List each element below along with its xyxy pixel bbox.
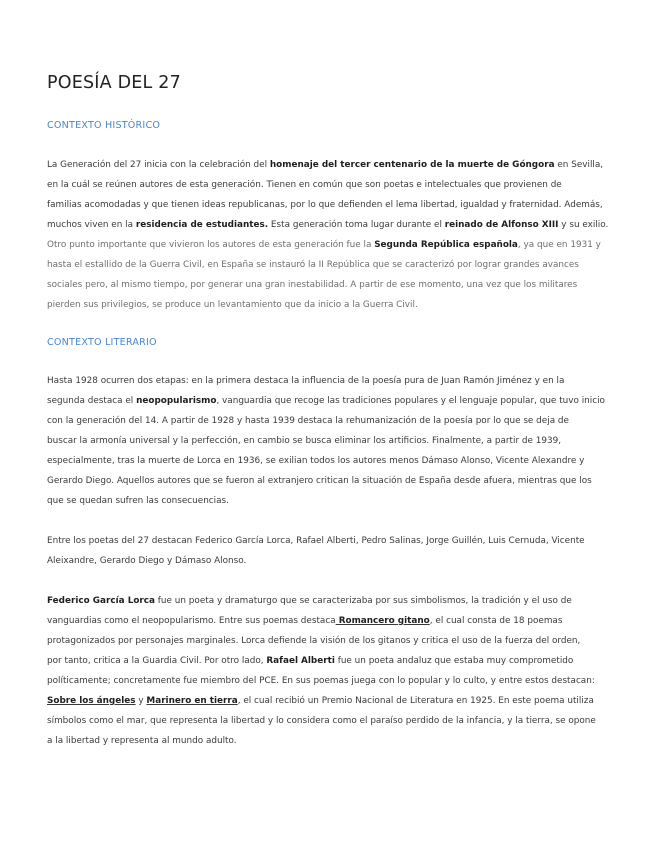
bold-homenaje-gongora: homenaje del tercer centenario de la muerte de Góngora <box>269 160 555 170</box>
bold-neopopularismo: neopopularismo <box>136 396 217 406</box>
title-marinero-en-tierra: Marinero en tierra <box>146 696 238 706</box>
paragraph-contexto-historico: La Generación del 27 inicia con la celebración del homenaje del tercer centenario de la muerte de Góngora en Sevilla, en la cuál se reúnen autores de esta generación. Tienen en común que son poetas e intelectuales que provienen de familias acomodadas y que tienen ideas republicanas, por lo que defienden el lema libertad, igualdad y fraternidad. Además, muchos viven en la residencia de estudiantes. Esta generación toma lugar durante el reinado de Alfonso XIII y su exilio. Otro punto importante que vivieron los autores de esta generación fue la Segunda República española, ya que en 1931 y hasta el estallido de la Guerra Civil, en España se instauró la II República que se caracterizó por lograr grandes avances sociales pero, al mismo tiempo, por generar una gran inestabilidad. A partir de ese momento, una vez que los militares pierden sus privilegios, se produce un levantamiento que da inicio a la Guerra Civil. <box>47 160 609 310</box>
bold-federico-garcia-lorca: Federico García Lorca <box>47 596 155 606</box>
page-title: POESÍA DEL 27 <box>47 73 181 93</box>
section-heading-contexto-historico: CONTEXTO HISTÓRICO <box>47 120 161 131</box>
bold-segunda-republica: Segunda República española <box>374 240 518 250</box>
section-heading-contexto-literario: CONTEXTO LITERARIO <box>47 337 157 348</box>
paragraph-etapas: Hasta 1928 ocurren dos etapas: en la primera destaca la influencia de la poesía pura de Juan Ramón Jiménez y en la segunda destaca el neopopularismo, vanguardia que recoge las tradiciones populares y el lenguaje popular, que tuvo inicio con la generación del 14. A partir de 1928 y hasta 1939 destaca la rehumanización de la poesía por lo que se deja de buscar la armonía universal y la perfección, en cambio se busca eliminar los artificios. Finalmente, a partir de 1939, especialmente, tras la muerte de Lorca en 1936, se exilian todos los autores menos Dámaso Alonso, Vicente Alexandre y Gerardo Diego. Aquellos autores que se fueron al extranjero critican la situación de España desde afuera, mientras que los que se quedan sufren las consecuencias. <box>47 376 605 506</box>
bold-residencia-estudiantes: residencia de estudiantes. <box>135 220 269 230</box>
bold-rafael-alberti: Rafael Alberti <box>266 656 335 666</box>
bold-reinado-alfonso: reinado de Alfonso XIII <box>444 220 559 230</box>
paragraph-poetas: Entre los poetas del 27 destacan Federico García Lorca, Rafael Alberti, Pedro Salinas, Jorge Guillén, Luis Cernuda, Vicente Aleixandre, Gerardo Diego y Dámaso Alonso. <box>47 536 585 566</box>
title-romancero-gitano: Romancero gitano <box>335 616 430 626</box>
title-sobre-los-angeles: Sobre los ángeles <box>47 696 136 706</box>
paragraph-lorca-alberti: Federico García Lorca fue un poeta y dramaturgo que se caracterizaba por sus simbolismos, la tradición y el uso de vanguardias como el neopopularismo. Entre sus poemas destaca Romancero gitano, el cual consta de 18 poemas protagonizados por personajes marginales. Lorca defiende la visión de los gitanos y critica el uso de la fuerza del orden, por tanto, critica a la Guardia Civil. Por otro lado, Rafael Alberti fue un poeta andaluz que estaba muy comprometido políticamente; concretamente fue miembro del PCE. En sus poemas juega con lo popular y lo culto, y entre estos destacan: Sobre los ángeles y Marinero en tierra, el cual recibió un Premio Nacional de Literatura en 1925. En este poema utiliza símbolos como el mar, que representa la libertad y lo considera como el paraíso perdido de la infancia, y la tierra, se opone a la libertad y representa al mundo adulto. <box>47 596 596 746</box>
